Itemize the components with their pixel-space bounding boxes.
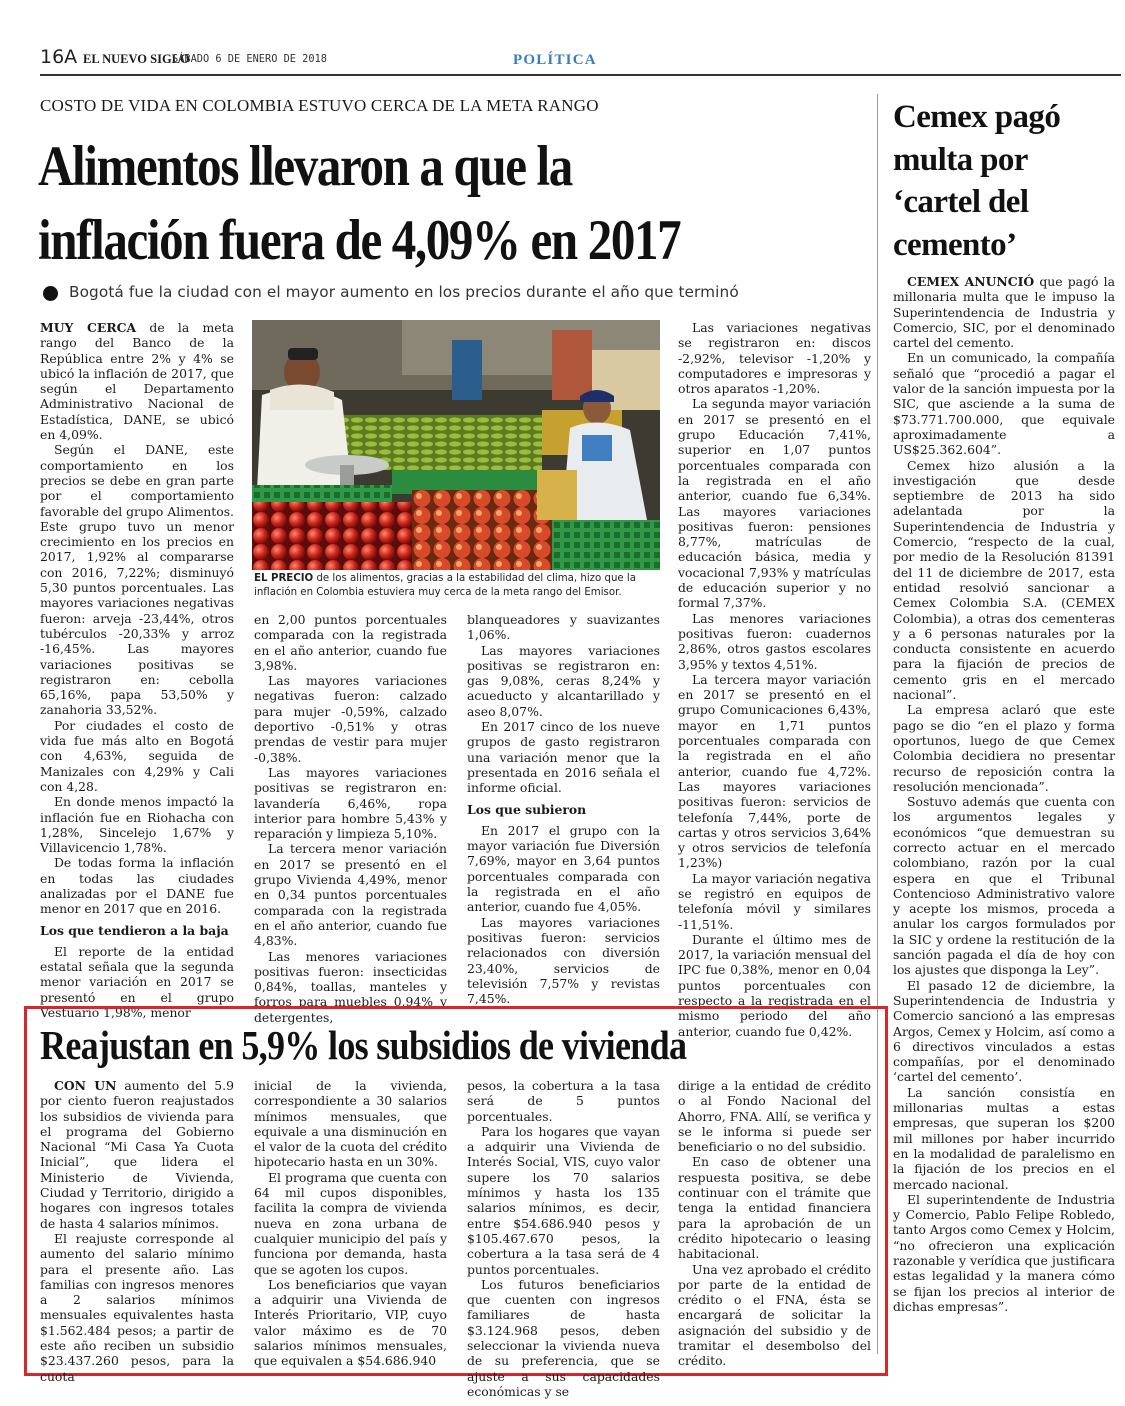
paragraph: En caso de obtener una respuesta positiva, se debe continuar con el trámite que tenga la entidad financiera para la aprobación de un crédito hipotecario o leasing habitacional. (678, 1154, 871, 1262)
main-deck: Bogotá fue la ciudad con el mayor aumento en los precios durante el año que terminó (69, 283, 739, 301)
deck-bullet-icon (43, 286, 58, 301)
paragraph: Por ciudades el costo de vida fue más alto en Bogotá con 4,63%, seguida de Manizales con 4,29% y Cali con 4,28. (40, 717, 234, 794)
paragraph: La sanción consistía en millonarias multas a estas empresas, que superan los $200 mil millones por haber incurrido en la modalidad de paralelismo en la fijación de los precios en el mercado nacional. (893, 1084, 1115, 1192)
photo-caption (254, 572, 664, 599)
page-number: 16A (40, 46, 78, 68)
paragraph: blanqueadores y suavizantes 1,06%. (467, 612, 660, 643)
paragraph (893, 274, 1115, 350)
main-kicker: COSTO DE VIDA EN COLOMBIA ESTUVO CERCA DE LA META RANGO (40, 96, 599, 115)
paragraph: Sostuvo además que cuenta con los argumentos legales y económicos “que demuestran su correcto actuar en el mercado colombiano, razón por la cual espera en que el Tribunal Contencioso Administrativo valore y acepte los mismos, proceda a anular los cargos formulados por la SIC y ordene la restitución de la sanción pagada el día de hoy con los ajustes que disponga la Ley”. (893, 794, 1115, 978)
paragraph: Las mayores variaciones negativas fueron: calzado para mujer -0,59%, calzado deportivo -0,51% y otras prendas de vestir para mujer -0,38%. (254, 673, 447, 765)
box-column-1 (40, 1078, 234, 1384)
paragraph: Los futuros beneficiarios que cuenten con ingresos familiares de hasta $3.124.968 pesos, deben seleccionar la vivienda nueva de su preferencia, que se ajuste a sus capacidades económicas y se (467, 1276, 660, 1399)
section-name: POLÍTICA (513, 52, 597, 68)
box-column-4 (678, 1078, 871, 1369)
paragraph: La tercera menor variación en 2017 se presentó en el grupo Vivienda 4,49%, menor en 0,34 puntos porcentuales comparada con la registrada en el año anterior, cuando fue 4,83%. (254, 841, 447, 949)
publication-date: SÁBADO 6 DE ENERO DE 2018 (172, 53, 327, 65)
paragraph: El pasado 12 de diciembre, la Superintendencia de Industria y Comercio sancionó a las empresas Argos, Cemex y Holcim, así como a 6 directivos vinculados a estas compañías, por el denominado ‘cartel del cemento’. (893, 977, 1115, 1085)
box-column-3 (467, 1078, 660, 1399)
paragraph: El reporte de la entidad estatal señala que la segunda menor variación en 2017 se presentó en el grupo Vestuario 1,98%, menor (40, 943, 234, 1021)
market-photo (252, 320, 660, 570)
paragraph: Las menores variaciones positivas fueron: insecticidas 0,84%, toallas, manteles y forros para muebles 0,94% y detergentes, (254, 948, 447, 1025)
paragraph: En 2017 el grupo con la mayor variación fue Diversión 7,69%, mayor en 3,64 puntos porcentuales comparada con la registrada en el año anterior, cuando fue 4,05%. (467, 822, 660, 915)
subheading: Los que tendieron a la baja (40, 922, 229, 938)
paragraph: El reajuste corresponde al aumento del salario mínimo para el presente año. Las familias con ingresos menores a 2 salarios mínimos mensuales equivalentes hasta $1.562.484 pesos; a partir de este año reciben un subsidio $23.437.260 pesos, para la cuota (40, 1230, 234, 1384)
paragraph: La segunda mayor variación en 2017 se presentó en el grupo Educación 7,41%, superior en 1,07 puntos porcentuales comparada con la registrada en el año anterior, cuando fue 6,34%. Las mayores variaciones positivas fueron: pensiones 8,77%, matrículas de educación básica, media y vocacional 7,93% y matrículas de educación superior y no formal 7,37%. (678, 396, 871, 611)
sidebar-headline: Cemex pagó multa por ‘cartel del cemento’ (893, 99, 1061, 263)
main-column-2 (254, 612, 447, 1025)
paragraph: De todas forma la inflación en todas las ciudades analizadas por el DANE fue menor en 2017 que en 2016. (40, 855, 234, 917)
paragraph (40, 320, 234, 442)
subheading: Los que subieron (467, 801, 587, 817)
newspaper-name: EL NUEVO SIGLO (83, 52, 190, 66)
caption-lead: EL PRECIO (254, 573, 314, 584)
box-column-2 (254, 1078, 447, 1369)
paragraph: En donde menos impactó la inflación fue en Riohacha con 1,28%, Sincelejo 1,67% y Villavicencio 1,78%. (40, 794, 234, 856)
lead-in: MUY CERCA (40, 320, 137, 335)
box-headline: Reajustan en 5,9% los subsidios de vivienda (40, 1022, 687, 1068)
paragraph: Las mayores variaciones positivas se registraron en: gas 9,08%, ceras 8,24% y acueducto y alcantarillado y aseo 8,07%. (467, 642, 660, 719)
paragraph: dirige a la entidad de crédito o al Fondo Nacional del Ahorro, FNA. Allí, se verifica y se le informa si puede ser beneficiario o no del subsidio. (678, 1078, 871, 1155)
paragraph: En un comunicado, la compañía señaló que “procedió a pagar el valor de la sanción impuesta por la SIC, que asciende a la suma de $73.771.700.000, que equivale aproximadamente a US$25.362.604”. (893, 350, 1115, 458)
paragraph: inicial de la vivienda, correspondiente a 30 salarios mínimos mensuales, que equivale a una disminución en el valor de la cuota del crédito hipotecario hasta en un 30%. (254, 1078, 447, 1170)
lead-in: CON UN (54, 1078, 117, 1093)
paragraph: pesos, la cobertura a la tasa será de 5 puntos porcentuales. (467, 1078, 660, 1124)
paragraph: Las variaciones negativas se registraron en: discos -2,92%, televisor -1,20% y computadores e impresoras y otros aparatos -1,20%. (678, 320, 871, 397)
paragraph: Durante el último mes de 2017, la variación mensual del IPC fue 0,38%, menor en 0,04 puntos porcentuales con respecto a la registrada en el mismo periodo del año anterior, cuando fue 0,42%. (678, 931, 871, 1039)
caption-text: de los alimentos, gracias a la estabilidad del clima, hizo que la inflación en Colombia estuviera muy cerca de la meta rango del Emisor. (254, 573, 636, 598)
paragraph (40, 1078, 234, 1231)
main-headline: Alimentos llevaron a que la inflación fuera de 4,09% en 2017 (38, 135, 681, 272)
paragraph: Según el DANE, este comportamiento en los precios se debe en gran parte por el comportamiento favorable del grupo Alimentos. Este grupo tuvo un menor crecimiento en los precios en 2017, 1,92% al compararse con 2016, 7,22%; disminuyó 5,30 puntos porcentuales. Las mayores variaciones negativas fueron: arveja -23,44%, otros tubérculos -20,33% y arroz -16,45%. Las mayores variaciones positivas se registraron en: cebolla 65,16%, papa 53,50% y zanahoria 33,52%. (40, 442, 234, 718)
lead-in: CEMEX ANUNCIÓ (907, 274, 1035, 289)
paragraph: La empresa aclaró que este pago se dio “en el plazo y forma oportunos, luego de que Cemex Colombia decidiera no presentar recurso de reposición contra la resolución mencionada”. (893, 702, 1115, 794)
paragraph: Las menores variaciones positivas fueron: cuadernos 2,86%, otros gastos escolares 3,95% y textos 4,51%. (678, 610, 871, 672)
paragraph: en 2,00 puntos porcentuales comparada con la registrada en el año anterior, cuando fue 3,98%. (254, 612, 447, 673)
paragraph-text: de la meta rango del Banco de la República entre 2% y 4% se ubicó la inflación de 2017, que según el Departamento Administrativo Nacional de Estadística, DANE, se ubicó en 4,09%. (40, 320, 234, 443)
main-column-1 (40, 320, 234, 1021)
paragraph: El programa que cuenta con 64 mil cupos disponibles, facilita la compra de vivienda nueva en zona urbana de cualquier municipio del país y funciona por demanda, hasta que se agoten los cupos. (254, 1169, 447, 1277)
paragraph-text: aumento del 5.9 por ciento fueron reajustados los subsidios de vivienda para el programa del Gobierno Nacional “Mi Casa Ya Cuota Inicial”, que lidera el Ministerio de Vivienda, Ciudad y Territorio, dirigido a hogares con ingresos totales de hasta 4 salarios mínimos. (40, 1078, 234, 1231)
paragraph: Cemex hizo alusión a la investigación que desde septiembre de 2013 ha sido adelantada por la Superintendencia de Industria y Comercio, “respecto de la cual, por medio de la Resolución 81391 del 11 de diciembre de 2017, esta entidad resolvió sancionar a Cemex Colombia S.A. (CEMEX Colombia), a otras dos cementeras y a 6 personas naturales por la conducta consistente en acuerdo para la fijación de precios de cemento gris en el mercado nacional”. (893, 457, 1115, 703)
paragraph: Las mayores variaciones positivas se registraron en: lavandería 6,46%, ropa interior para hombre 5,43% y reparación y limpieza 5,10%. (254, 764, 447, 842)
header-rule (40, 74, 1121, 76)
paragraph: Los beneficiarios que vayan a adquirir una Vivienda de Interés Prioritario, VIP, cuyo valor máximo es de 70 salarios mínimos mensuales, que equivalen a $54.686.940 (254, 1276, 447, 1369)
paragraph: La mayor variación negativa se registró en equipos de telefonía móvil y similares -11,51%. (678, 870, 871, 932)
paragraph: En 2017 cinco de los nueve grupos de gasto registraron una variación menor que la presentada en 2016 señala el informe oficial. (467, 719, 660, 796)
paragraph: El superintendente de Industria y Comercio, Pablo Felipe Robledo, tanto Argos como Cemex y Holcim, “no ofrecieron una explicación razonable y verídica que justificara estas legalidad y la manera cómo se fijan los precios al interior de dichas empresas”. (893, 1191, 1115, 1314)
paragraph: Una vez aprobado el crédito por parte de la entidad de crédito o el FNA, ésta se encargará de solicitar la asignación del subsidio y de tramitar el desembolso del crédito. (678, 1261, 871, 1369)
main-column-4 (678, 320, 871, 1039)
paragraph: Para los hogares que vayan a adquirir una Vivienda de Interés Social, VIS, cuyo valor supere los 70 salarios mínimos y hasta los 135 salarios mínimos, es decir, entre $54.686.940 pesos y $105.467.670 pesos, la cobertura a la tasa será de 4 puntos porcentuales. (467, 1123, 660, 1277)
sidebar-column (893, 274, 1115, 1354)
main-column-3 (467, 612, 660, 1007)
paragraph-text: que pagó la millonaria multa que le impuso la Superintendencia de Industria y Comercio, SIC, por el denominado cartel del cemento. (893, 274, 1115, 351)
paragraph: La tercera mayor variación en 2017 se presentó en el grupo Comunicaciones 6,43%, mayor en 1,71 puntos porcentuales comparada con la registrada en el año anterior, cuando fue 4,72%. Las mayores variaciones positivas fueron: servicios de telefonía 7,44%, porte de cartas y otros servicios 3,64% y otros servicios de telefonía 1,23%) (678, 671, 871, 871)
paragraph: Las mayores variaciones positivas fueron: servicios relacionados con diversión 23,40%, servicios de televisión 7,57% y revistas 7,45%. (467, 914, 660, 1007)
